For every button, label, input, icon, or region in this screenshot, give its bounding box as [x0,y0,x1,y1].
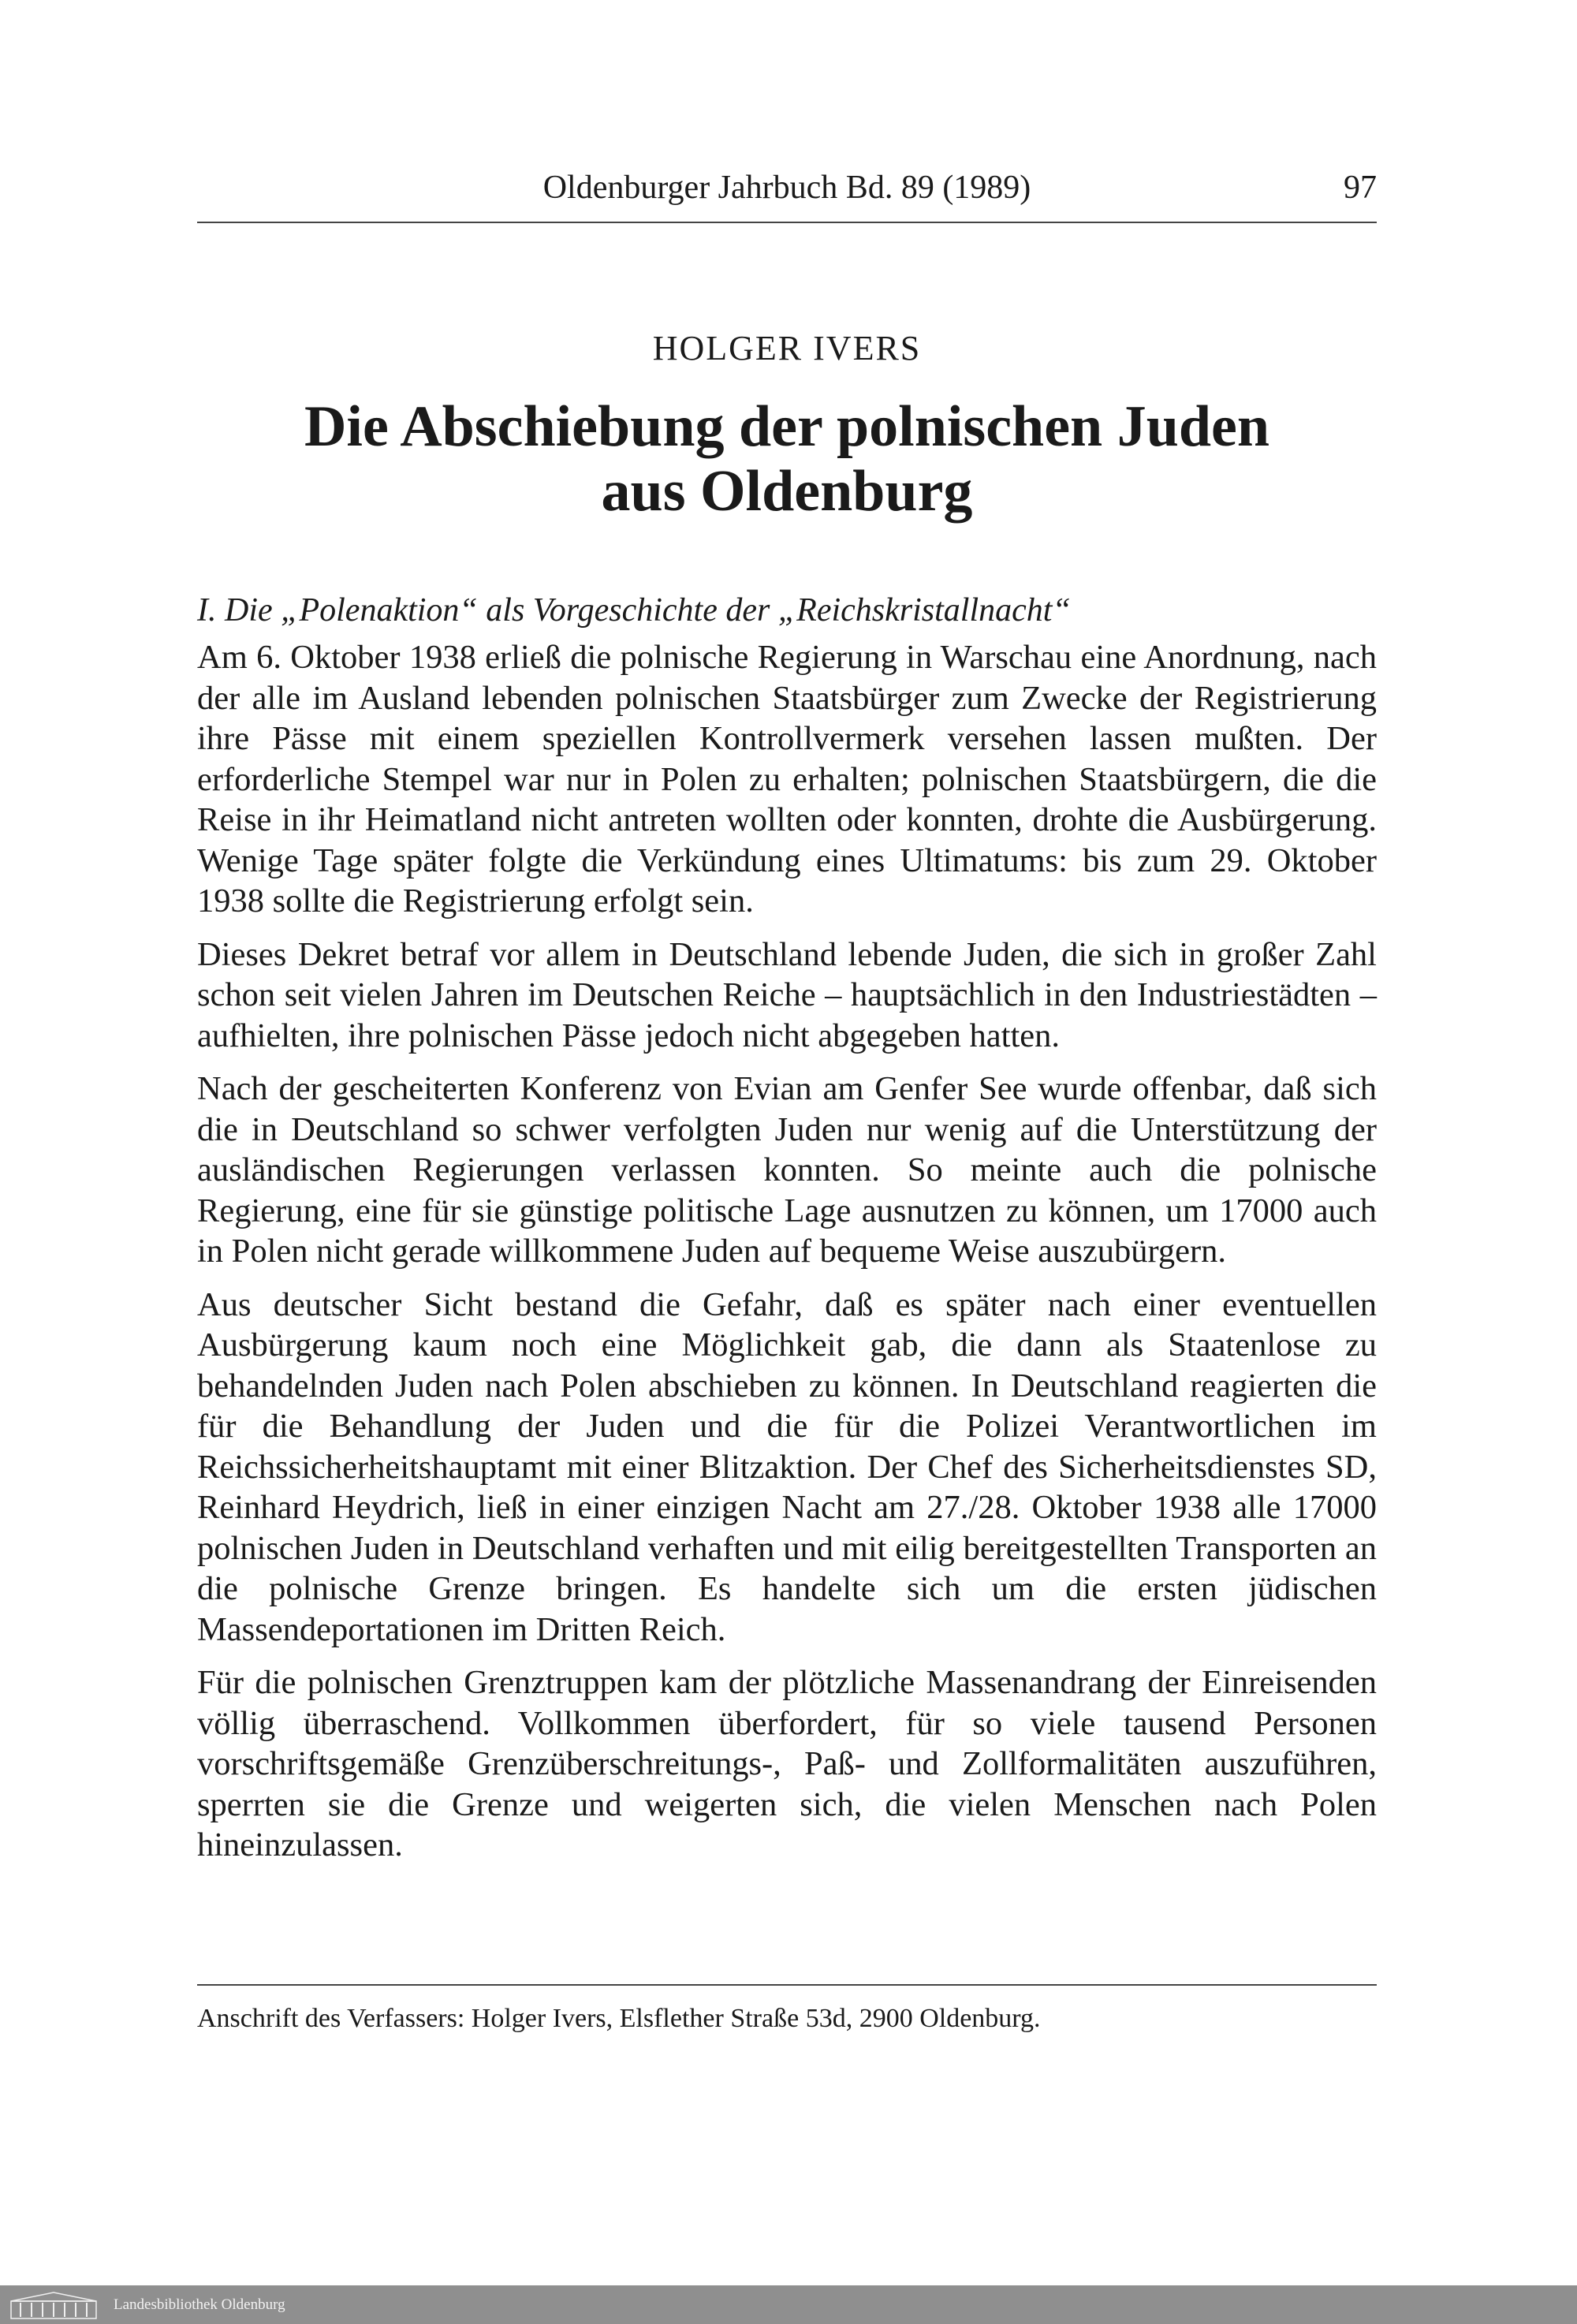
paragraph: Dieses Dekret betraf vor allem in Deutschland lebende Juden, die sich in großer Zahl schon seit vielen Jahren im Deutschen Reiche – hauptsächlich in den Industriestädten – aufhielten, ihre polnischen Pässe jedoch nicht abgegeben hatten. [197,935,1377,1054]
article-title-line-2: aus Oldenburg [601,459,973,524]
library-building-icon [9,2290,98,2320]
footnote-author-address: Anschrift des Verfassers: Holger Ivers, Elsflether Straße 53d, 2900 Oldenburg. [197,2004,1041,2033]
paragraph: Aus deutscher Sicht bestand die Gefahr, daß es später nach einer eventuellen Ausbürgerung kaum noch eine Möglichkeit gab, die dann als Staatenlose zu behandelnden Juden nach Polen abschieben zu können. In Deutschland reagierten die für die Behandlung der Juden und die für die Polizei Verantwortlichen im Reichssicherheitshauptamt mit einer Blitzaktion. Der Chef des Sicherheitsdienstes SD, Reinhard Heydrich, ließ in einer einzigen Nacht am 27./28. Oktober 1938 alle 17000 polnischen Juden in Deutschland verhaften und mit eilig bereitgestellten Transporten an die polnische Grenze bringen. Es handelte sich um die ersten jüdischen Massendeportationen im Dritten Reich. [197,1285,1377,1648]
article-body [197,637,1377,1878]
paragraph: Nach der gescheiterten Konferenz von Evian am Genfer See wurde offenbar, daß sich die in Deutschland so schwer verfolgten Juden nur wenig auf die Unterstützung der ausländischen Regierungen verlassen konnten. So meinte auch die polnische Regierung, eine für sie günstige politische Lage ausnutzen zu können, um 17000 auch in Polen nicht gerade willkommene Juden auf bequeme Weise auszubürgern. [197,1070,1377,1270]
running-head [197,164,1377,211]
article-title-line-1: Die Abschiebung der polnischen Juden [304,394,1270,459]
section-heading: I. Die „Polenaktion“ als Vorgeschichte der „Reichskristallnacht“ [197,592,1071,629]
footnote-rule [197,1984,1377,1986]
library-name: Landesbibliothek Oldenburg [114,2296,285,2313]
journal-title: Oldenburger Jahrbuch Bd. 89 (1989) [542,170,1031,206]
header-rule [197,222,1377,223]
article-author: HOLGER IVERS [652,329,922,367]
paragraph: Am 6. Oktober 1938 erließ die polnische Regierung in Warschau eine Anordnung, nach der alle im Ausland lebenden polnischen Staatsbürger zum Zwecke der Registrierung ihre Pässe mit einem speziellen Kontrollvermerk versehen lassen mußten. Der erforderliche Stempel war nur in Polen zu erhalten; polnischen Staatsbürgern, die die Reise in ihr Heimatland nicht antreten wollten oder konnten, drohte die Ausbürgerung. Wenige Tage später folgte die Verkündung eines Ultimatums: bis zum 29. Oktober 1938 sollte die Registrierung erfolgt sein. [197,639,1377,920]
library-footer-bar [0,2285,1577,2324]
page-number: 97 [1344,170,1377,206]
article-title [197,394,1377,524]
paragraph: Für die polnischen Grenztruppen kam der plötzliche Massenandrang der Einreisenden völlig überraschend. Vollkommen überfordert, für so viele tausend Personen vorschriftsgemäße Grenzüberschreitungs-, Paß- und Zollformalitäten auszuführen, sperrten sie die Grenze und weigerten sich, die vielen Menschen nach Polen hineinzulassen. [197,1664,1377,1863]
